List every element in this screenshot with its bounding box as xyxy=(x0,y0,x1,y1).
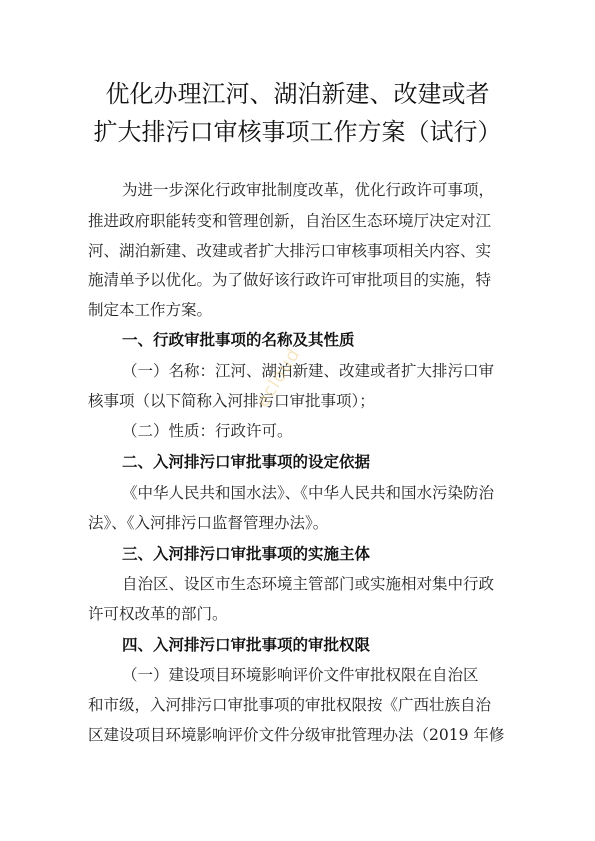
section-4-line-1: （一）建设项目环境影响评价文件审批权限在自治区 xyxy=(122,666,479,684)
section-1-line-1: （一）名称：江河、湖泊新建、改建或者扩大排污口审 xyxy=(122,362,495,380)
section-4-line-2: 和市级，入河排污口审批事项的审批权限按《广西壮族自治 xyxy=(88,696,492,714)
section-4-heading: 四、入河排污口审批事项的审批权限 xyxy=(122,636,371,654)
watermark: ecloud xyxy=(252,344,305,412)
section-2-line-2: 法》、《入河排污口监督管理办法》。 xyxy=(88,514,329,532)
section-1-heading: 一、行政审批事项的名称及其性质 xyxy=(122,331,355,349)
intro-line-3: 河、湖泊新建、改建或者扩大排污口审核事项相关内容、实 xyxy=(88,242,492,260)
intro-line-5: 制定本工作方案。 xyxy=(88,301,213,319)
section-3-heading: 三、入河排污口审批事项的实施主体 xyxy=(122,545,371,563)
intro-line-4: 施清单予以优化。为了做好该行政许可审批项目的实施，特 xyxy=(88,271,492,289)
intro-line-2: 推进政府职能转变和管理创新，自治区生态环境厅决定对江 xyxy=(88,212,492,230)
section-3-line-2: 许可权改革的部门。 xyxy=(88,605,228,623)
section-1-line-3: （二）性质：行政许可。 xyxy=(122,422,293,440)
section-2-heading: 二、入河排污口审批事项的设定依据 xyxy=(122,453,371,471)
section-3-line-1: 自治区、设区市生态环境主管部门或实施相对集中行政 xyxy=(122,575,495,593)
document-title-line-2: 扩大排污口审核事项工作方案（试行） xyxy=(93,118,502,146)
document-title-line-1: 优化办理江河、湖泊新建、改建或者 xyxy=(105,80,490,108)
section-1-line-2: 核事项（以下简称入河排污口审批事项）； xyxy=(88,392,375,410)
section-2-line-1: 《中华人民共和国水法》、《中华人民共和国水污染防治 xyxy=(122,484,495,502)
intro-line-1: 为进一步深化行政审批制度改革，优化行政许可事项， xyxy=(122,181,495,199)
section-4-line-3: 区建设项目环境影响评价文件分级审批管理办法（2019 年修 xyxy=(88,726,505,744)
